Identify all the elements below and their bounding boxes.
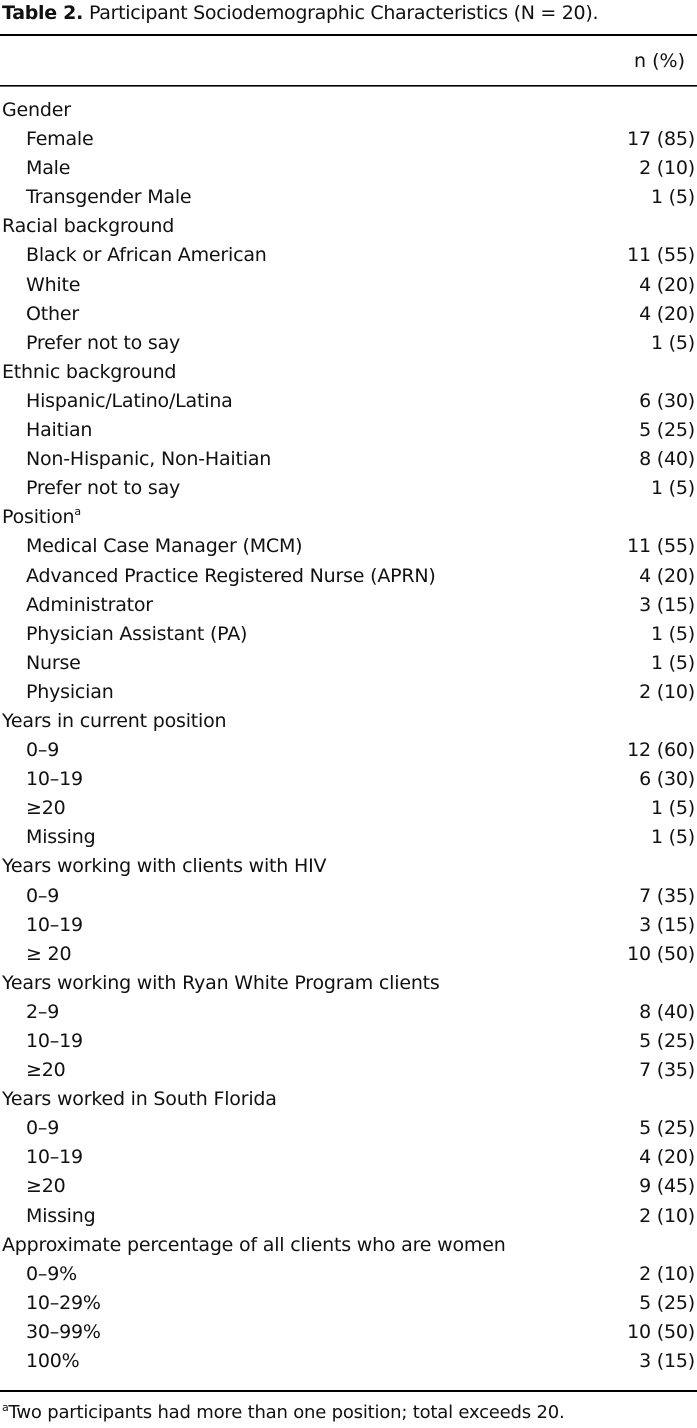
section-title-text: Approximate percentage of all clients who are women bbox=[2, 1233, 506, 1256]
row-value: 7 (35) bbox=[639, 884, 695, 907]
row-value: 8 (40) bbox=[639, 1000, 695, 1023]
top-rule bbox=[0, 34, 697, 36]
row-value: 6 (30) bbox=[639, 389, 695, 412]
table-row bbox=[0, 329, 697, 358]
section-header-row bbox=[0, 96, 697, 125]
row-value: 2 (10) bbox=[639, 157, 695, 180]
row-value: 3 (15) bbox=[639, 593, 695, 616]
table-row bbox=[0, 911, 697, 940]
row-value: 10 (50) bbox=[627, 942, 695, 965]
table-row bbox=[0, 1289, 697, 1318]
section-title-text: Years worked in South Florida bbox=[2, 1088, 277, 1111]
table-row bbox=[0, 1027, 697, 1056]
row-label: ≥20 bbox=[26, 797, 66, 820]
row-label: Administrator bbox=[26, 593, 153, 616]
table-row bbox=[0, 532, 697, 561]
table-row bbox=[0, 1114, 697, 1143]
section-header-row bbox=[0, 852, 697, 881]
row-label: Advanced Practice Registered Nurse (APRN) bbox=[26, 564, 436, 587]
table-row bbox=[0, 794, 697, 823]
row-value: 1 (5) bbox=[650, 477, 695, 500]
section-title-text: Racial background bbox=[2, 215, 175, 238]
row-label: ≥20 bbox=[26, 1059, 66, 1082]
table-row bbox=[0, 1202, 697, 1231]
table-row bbox=[0, 998, 697, 1027]
row-label: 0–9 bbox=[26, 1117, 60, 1140]
row-value: 11 (55) bbox=[627, 535, 695, 558]
column-header-n-percent: n (%) bbox=[634, 50, 685, 72]
row-label: Other bbox=[26, 302, 79, 325]
row-label: Non-Hispanic, Non-Haitian bbox=[26, 448, 272, 471]
row-label: 10–19 bbox=[26, 1146, 83, 1169]
row-label: Nurse bbox=[26, 651, 81, 674]
table-row bbox=[0, 765, 697, 794]
row-label: 0–9% bbox=[26, 1262, 77, 1285]
row-label: Physician Assistant (PA) bbox=[26, 622, 248, 645]
table-row bbox=[0, 940, 697, 969]
row-label: ≥20 bbox=[26, 1175, 66, 1198]
section-title-text: Years working with clients with HIV bbox=[2, 855, 327, 878]
table-row bbox=[0, 1172, 697, 1201]
table-row bbox=[0, 1260, 697, 1289]
row-value: 12 (60) bbox=[627, 739, 695, 762]
section-title bbox=[2, 358, 176, 387]
row-label: 0–9 bbox=[26, 884, 60, 907]
section-title-text: Years working with Ryan White Program clients bbox=[2, 971, 440, 994]
table-row bbox=[0, 125, 697, 154]
table-row bbox=[0, 387, 697, 416]
row-value: 5 (25) bbox=[639, 1030, 695, 1052]
table-row bbox=[0, 678, 697, 707]
table-row bbox=[0, 620, 697, 649]
row-label: Prefer not to say bbox=[26, 331, 181, 354]
table-row bbox=[0, 241, 697, 270]
row-value: 17 (85) bbox=[627, 128, 695, 151]
row-value: 4 (20) bbox=[639, 1146, 695, 1169]
row-value: 4 (20) bbox=[639, 302, 695, 325]
table-row bbox=[0, 445, 697, 474]
row-label: 10–19 bbox=[26, 913, 83, 936]
row-value: 10 (50) bbox=[627, 1320, 695, 1343]
footnote-mark: a bbox=[2, 1401, 9, 1414]
table-title: Participant Sociodemographic Characteristics (N = 20). bbox=[89, 2, 599, 24]
row-value: 6 (30) bbox=[639, 768, 695, 791]
row-label: White bbox=[26, 273, 81, 296]
row-label: 10–19 bbox=[26, 1030, 83, 1052]
section-header-row bbox=[0, 969, 697, 998]
row-label: Medical Case Manager (MCM) bbox=[26, 535, 303, 558]
row-label: Male bbox=[26, 157, 71, 180]
row-value: 2 (10) bbox=[639, 680, 695, 703]
row-label: Haitian bbox=[26, 419, 93, 442]
table-row bbox=[0, 591, 697, 620]
row-label: Female bbox=[26, 128, 94, 151]
row-value: 2 (10) bbox=[639, 1262, 695, 1285]
row-label: Missing bbox=[26, 826, 96, 849]
row-value: 8 (40) bbox=[639, 448, 695, 471]
table-label: Table 2. bbox=[2, 2, 83, 24]
table-row bbox=[0, 183, 697, 212]
row-value: 3 (15) bbox=[639, 913, 695, 936]
section-title bbox=[2, 1231, 506, 1260]
row-label: Black or African American bbox=[26, 244, 267, 267]
section-header-row bbox=[0, 212, 697, 241]
table-row bbox=[0, 300, 697, 329]
table-row bbox=[0, 562, 697, 591]
table-row bbox=[0, 271, 697, 300]
row-value: 5 (25) bbox=[639, 419, 695, 442]
footnote-text: Two participants had more than one position; total exceeds 20. bbox=[8, 1402, 565, 1423]
section-title bbox=[2, 503, 81, 532]
row-value: 3 (15) bbox=[639, 1350, 695, 1373]
row-value: 1 (5) bbox=[650, 651, 695, 674]
row-label: 10–29% bbox=[26, 1291, 101, 1314]
section-title bbox=[2, 212, 174, 241]
table-row bbox=[0, 1143, 697, 1172]
row-label: Physician bbox=[26, 680, 114, 703]
section-title-text: Gender bbox=[2, 99, 71, 121]
row-label: 100% bbox=[26, 1350, 80, 1373]
row-label: ≥ 20 bbox=[26, 942, 72, 965]
row-label: 0–9 bbox=[26, 739, 60, 762]
table-row bbox=[0, 649, 697, 678]
section-header-row bbox=[0, 1231, 697, 1260]
row-value: 4 (20) bbox=[639, 273, 695, 296]
table-row bbox=[0, 154, 697, 183]
table-row bbox=[0, 882, 697, 911]
row-value: 1 (5) bbox=[650, 186, 695, 209]
row-label: Transgender Male bbox=[26, 186, 192, 209]
section-title-text: Years in current position bbox=[2, 709, 227, 732]
row-value: 1 (5) bbox=[650, 797, 695, 820]
table-row bbox=[0, 1056, 697, 1085]
section-header-row bbox=[0, 503, 697, 532]
section-title-text: Ethnic background bbox=[2, 360, 177, 383]
row-label: 10–19 bbox=[26, 768, 83, 791]
table-row bbox=[0, 823, 697, 852]
row-value: 1 (5) bbox=[650, 826, 695, 849]
section-header-row bbox=[0, 1085, 697, 1114]
row-label: 2–9 bbox=[26, 1000, 60, 1023]
row-value: 5 (25) bbox=[639, 1117, 695, 1140]
table-row bbox=[0, 736, 697, 765]
table-row bbox=[0, 416, 697, 445]
section-header-row bbox=[0, 707, 697, 736]
row-value: 9 (45) bbox=[639, 1175, 695, 1198]
row-value: 11 (55) bbox=[627, 244, 695, 267]
table-caption bbox=[2, 0, 598, 26]
table-row bbox=[0, 1347, 697, 1376]
row-value: 1 (5) bbox=[650, 331, 695, 354]
bottom-rule bbox=[0, 1390, 697, 1392]
table-row bbox=[0, 474, 697, 503]
section-title bbox=[2, 852, 326, 881]
header-rule bbox=[0, 85, 697, 86]
table-body bbox=[0, 96, 697, 1376]
row-value: 4 (20) bbox=[639, 564, 695, 587]
section-title-text: Position bbox=[2, 506, 75, 529]
row-label: Prefer not to say bbox=[26, 477, 181, 500]
section-title bbox=[2, 969, 440, 998]
footnote-mark: a bbox=[74, 505, 81, 519]
section-title bbox=[2, 707, 226, 736]
table-footnote bbox=[2, 1400, 564, 1426]
row-value: 7 (35) bbox=[639, 1059, 695, 1082]
section-title bbox=[2, 1085, 277, 1114]
row-label: 30–99% bbox=[26, 1320, 101, 1343]
section-header-row bbox=[0, 358, 697, 387]
table-row bbox=[0, 1318, 697, 1347]
row-label: Missing bbox=[26, 1204, 96, 1227]
row-value: 1 (5) bbox=[650, 622, 695, 645]
section-title bbox=[2, 96, 71, 125]
row-label: Hispanic/Latino/Latina bbox=[26, 389, 233, 412]
row-value: 5 (25) bbox=[639, 1291, 695, 1314]
row-value: 2 (10) bbox=[639, 1204, 695, 1227]
